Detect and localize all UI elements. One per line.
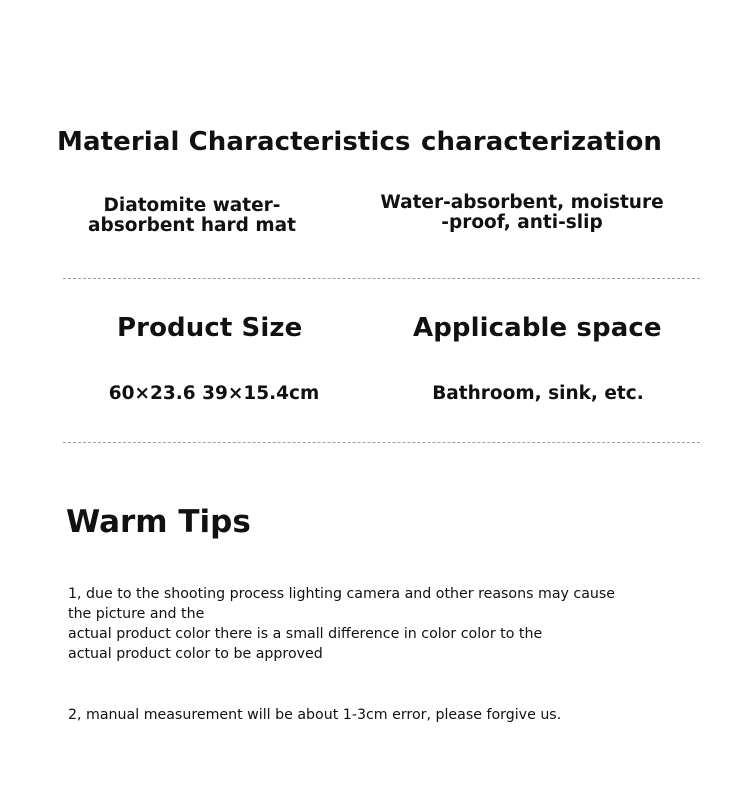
warm-tip-2: 2, manual measurement will be about 1-3cm error, please forgive us. xyxy=(68,707,562,723)
applicable-space-heading: Applicable space xyxy=(413,313,662,343)
warm-tip-1-line-3: actual product color there is a small difference in color color to the xyxy=(68,626,543,642)
warm-tip-1-line-4: actual product color to be approved xyxy=(68,646,323,662)
dashed-divider xyxy=(63,278,700,279)
material-value-line-1: Diatomite water- xyxy=(103,195,281,216)
characterization-value xyxy=(378,193,666,233)
material-characteristics-heading: Material Characteristics xyxy=(57,127,411,157)
applicable-space-value: Bathroom, sink, etc. xyxy=(432,383,644,404)
characterization-heading: characterization xyxy=(421,127,663,157)
characterization-value-line-2: -proof, anti-slip xyxy=(441,212,603,233)
warm-tip-1-line-1: 1, due to the shooting process lighting camera and other reasons may cause xyxy=(68,586,616,602)
characterization-value-line-1: Water-absorbent, moisture xyxy=(380,192,664,213)
material-value xyxy=(84,196,300,236)
dashed-divider xyxy=(63,442,700,443)
warm-tips-title: Warm Tips xyxy=(66,504,251,540)
product-size-value: 60×23.6 39×15.4cm xyxy=(108,383,320,404)
warm-tip-1 xyxy=(68,584,615,664)
warm-tip-1-line-2: the picture and the xyxy=(68,606,205,622)
material-value-line-2: absorbent hard mat xyxy=(88,215,296,236)
product-size-heading: Product Size xyxy=(117,313,303,343)
